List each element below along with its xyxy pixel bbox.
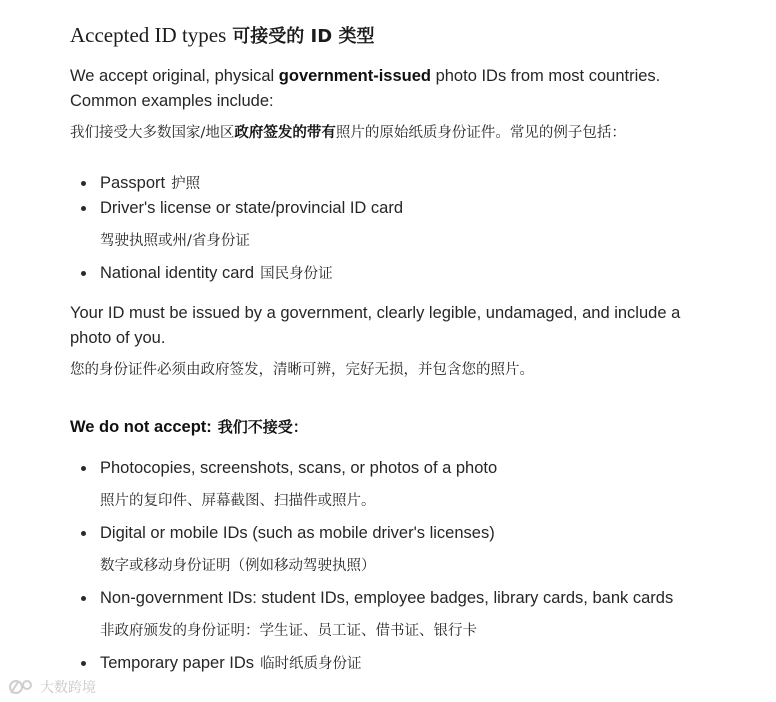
intro-zh-end: 照片的原始纸质身份证件。常见的例子包括： — [335, 125, 626, 141]
list-item-text — [100, 652, 362, 675]
intro-emphasis: government-issued — [278, 67, 431, 85]
bullet-icon — [81, 181, 86, 186]
list-item-en: Photocopies, screenshots, scans, or photos of a photo — [100, 459, 498, 477]
intro-paragraph-en — [70, 64, 710, 114]
bullet-icon — [81, 206, 86, 211]
intro-zh-emphasis: 政府签发的带有 — [234, 125, 336, 141]
requirement-paragraph-en: Your ID must be issued by a government, clearly legible, undamaged, and include a photo of you. — [70, 304, 681, 347]
list-item-zh: 国民身份证 — [260, 266, 333, 282]
list-item-zh: 非政府颁发的身份证明：学生证、员工证、借书证、银行卡 — [100, 623, 477, 639]
list-item-zh: 数字或移动身份证明（例如移动驾驶执照） — [100, 558, 376, 574]
list-item-zh: 驾驶执照或州/省身份证 — [100, 233, 250, 249]
watermark-text: 大数跨境 — [40, 680, 96, 696]
list-item-zh: 照片的复印件、屏幕截图、扫描件或照片。 — [100, 493, 376, 509]
bullet-icon — [81, 531, 86, 536]
page-title — [70, 22, 374, 50]
intro-text-start: We accept original, physical — [70, 67, 279, 85]
list-item-en: Driver's license or state/provincial ID card — [100, 199, 404, 217]
list-item-en: Passport — [100, 174, 166, 192]
list-item-text — [100, 172, 200, 195]
requirement-paragraph-zh: 您的身份证件必须由政府签发，清晰可辨，完好无损，并包含您的照片。 — [70, 362, 534, 378]
bullet-icon — [81, 466, 86, 471]
intro-text-end: photo IDs from most countries. Common examples include: — [70, 67, 661, 110]
watermark-logo-icon — [8, 678, 36, 696]
list-item-en: Temporary paper IDs — [100, 654, 255, 672]
intro-zh-start: 我们接受大多数国家/地区 — [70, 125, 235, 141]
list-item-en: Digital or mobile IDs (such as mobile driver's licenses) — [100, 524, 495, 542]
not-accepted-heading — [70, 416, 308, 438]
list-item-zh: 临时纸质身份证 — [260, 656, 362, 672]
bullet-icon — [81, 596, 86, 601]
intro-paragraph-zh — [70, 122, 626, 144]
bullet-icon — [81, 271, 86, 276]
not-accepted-heading-zh: 我们不接受： — [217, 418, 308, 436]
bullet-icon — [81, 661, 86, 666]
not-accepted-heading-en: We do not accept: — [70, 418, 212, 436]
page-title-en: Accepted ID types — [70, 23, 227, 47]
list-item-en: Non-government IDs: student IDs, employee badges, library cards, bank cards — [100, 589, 674, 607]
list-item-zh: 护照 — [171, 176, 201, 192]
watermark — [8, 676, 96, 698]
list-item-en: National identity card — [100, 264, 255, 282]
page-title-zh: 可接受的 ID 类型 — [232, 26, 375, 47]
list-item-text — [100, 262, 333, 285]
